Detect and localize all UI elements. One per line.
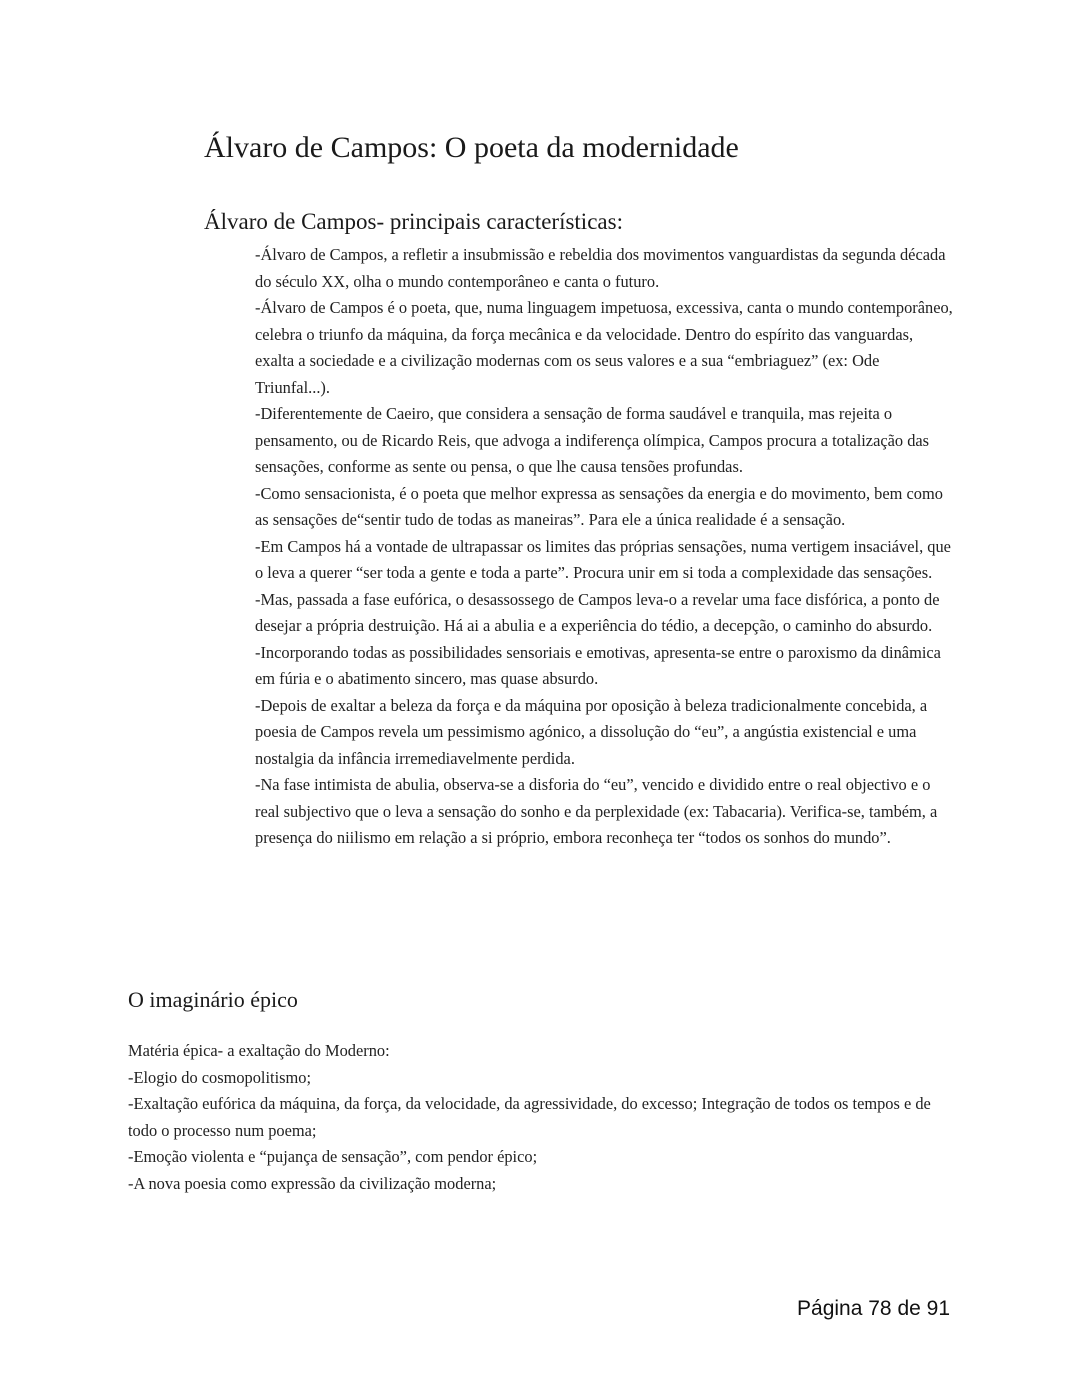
epic-list — [128, 1038, 958, 1197]
page-title: Álvaro de Campos: O poeta da modernidade — [204, 131, 739, 164]
epic-intro: Matéria épica- a exaltação do Moderno: — [128, 1041, 390, 1060]
characteristic-item: -Em Campos há a vontade de ultrapassar os limites das próprias sensações, numa vertigem insaciável, que o leva a querer “ser toda a gente e toda a parte”. Procura unir em si toda a complexidade das sensações. — [255, 536, 951, 582]
page-number: Página 78 de 91 — [797, 1297, 950, 1320]
characteristic-item: -Na fase intimista de abulia, observa-se a disforia do “eu”, vencido e dividido entre o real objectivo e o real subjectivo que o leva a sensação do sonho e da perplexidade (ex: Tabacaria). Verifica-se, também, a presença do niilismo em relação a si próprio, embora reconheça ter “todos os sonhos do mundo”. — [255, 775, 938, 847]
section-heading-characteristics: Álvaro de Campos- principais características: — [204, 209, 623, 234]
characteristic-item: -Álvaro de Campos é o poeta, que, numa linguagem impetuosa, excessiva, canta o mundo contemporâneo, celebra o triunfo da máquina, da força mecânica e da velocidade. Dentro do espírito das vanguardas, exalta a sociedade e a civilização modernas com os seus valores e a sua “embriaguez” (ex: Ode Triunfal...). — [255, 298, 953, 397]
characteristic-item: -Álvaro de Campos, a refletir a insubmissão e rebeldia dos movimentos vanguardistas da segunda década do século XX, olha o mundo contemporâneo e canta o futuro. — [255, 245, 946, 291]
characteristic-item: -Incorporando todas as possibilidades sensoriais e emotivas, apresenta-se entre o paroxismo da dinâmica em fúria e o abatimento sincero, mas quase absurdo. — [255, 642, 941, 688]
characteristic-item: -Mas, passada a fase eufórica, o desassossego de Campos leva-o a revelar uma face disfórica, a ponto de desejar a própria destruição. Há ai a abulia e a experiência do tédio, a decepção, o caminho do absurdo. — [255, 589, 940, 635]
epic-item: -Exaltação eufórica da máquina, da força, da velocidade, da agressividade, do excesso; Integração de todos os tempos e de todo o processo num poema; — [128, 1094, 931, 1140]
epic-item: -Elogio do cosmopolitismo; — [128, 1067, 312, 1087]
characteristic-item: -Depois de exaltar a beleza da força e da máquina por oposição à beleza tradicionalmente concebida, a poesia de Campos revela um pessimismo agónico, a dissolução do “eu”, a angústia existencial e uma nostalgia da infância irremediavelmente perdida. — [255, 695, 928, 768]
characteristics-list — [255, 242, 955, 852]
section-heading-epic: O imaginário épico — [128, 987, 298, 1012]
epic-item: -Emoção violenta e “pujança de sensação”, com pendor épico; — [128, 1147, 538, 1166]
epic-item: -A nova poesia como expressão da civilização moderna; — [128, 1173, 497, 1193]
characteristic-item: -Como sensacionista, é o poeta que melhor expressa as sensações da energia e do movimento, bem como as sensações de“sentir tudo de todas as maneiras”. Para ele a única realidade é a sensação. — [255, 483, 943, 529]
characteristic-item: -Diferentemente de Caeiro, que considera a sensação de forma saudável e tranquila, mas rejeita o pensamento, ou de Ricardo Reis, que advoga a indiferença olímpica, Campos procura a totalização das sensações, conforme as sente ou pensa, o que lhe causa tensões profundas. — [255, 404, 930, 476]
